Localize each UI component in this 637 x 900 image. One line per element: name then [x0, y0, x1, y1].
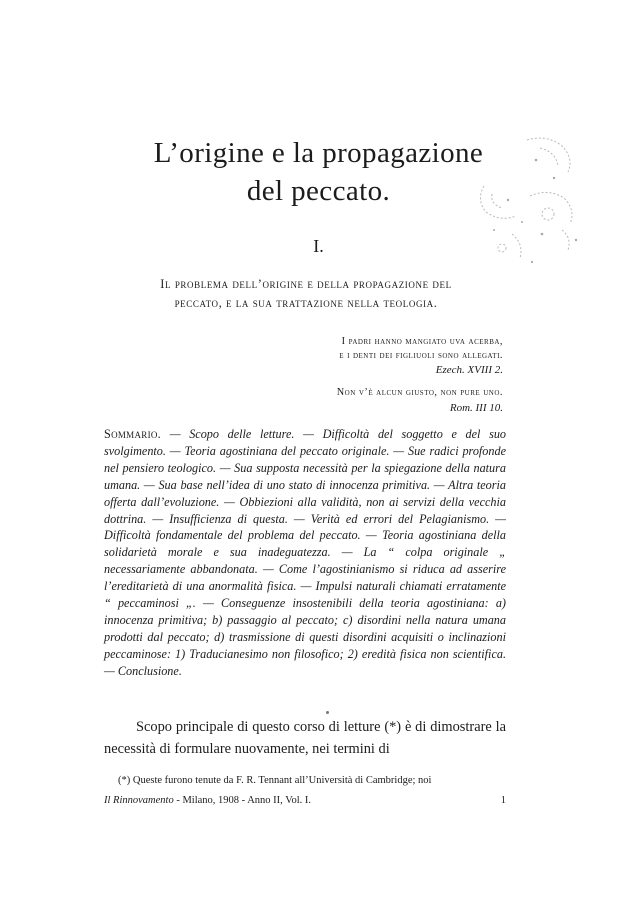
- subheading-line-1: Il problema dell’origine e della propagazione del: [160, 277, 452, 291]
- epigraph-1-reference: Ezech. XVIII 2.: [435, 364, 503, 376]
- footnote: (*) Queste furono tenute da F. R. Tennant all’Università di Cambridge; noi: [118, 775, 432, 786]
- body-paragraph: Scopo principale di questo corso di letture (*) è di dimostrare la necessità di formulare nuovamente, nei termini di: [104, 719, 506, 757]
- title-line-1: L’origine e la propagazione: [153, 137, 484, 169]
- epigraph-1-line-1: I padri hanno mangiato uva acerba,: [341, 336, 503, 347]
- speck-mark: [326, 711, 329, 714]
- section-subheading: [96, 275, 516, 313]
- epigraph-2-line-1: Non v’è alcun giusto, non pure uno.: [336, 387, 503, 398]
- summary-heading: Sommario.: [104, 427, 162, 441]
- epigraph-2-reference: Rom. III 10.: [449, 402, 503, 414]
- journal-details: - Milano, 1908 - Anno II, Vol. I.: [176, 795, 311, 806]
- title-line-2: del peccato.: [246, 175, 391, 207]
- summary-paragraph: [104, 426, 506, 680]
- epigraph-1-line-2: e i denti dei figliuoli sono allegati.: [339, 350, 503, 361]
- page-number: 1: [500, 795, 506, 806]
- journal-name: Il Rinnovamento: [104, 795, 174, 806]
- section-number: I.: [313, 236, 324, 256]
- page-footer: [104, 795, 506, 806]
- summary-text: — Scopo delle letture. — Difficoltà del soggetto e del suo svolgimento. — Teoria agostiniana del peccato originale. — Sue radici profonde nel pensiero teologico. — Sua supposta necessità per la spiegazione della natura umana. — Sua base nell’idea di uno stato di innocenza primitiva. — Altra teoria offerta dall’evoluzione. — Obbiezioni alla validità, non ai servizi della vecchia dottrina. — Insufficienza di questa. — Verità ed errori del Pelagianismo. — Difficoltà fondamentale del problema del peccato. — Teoria agostiniana della solidarietà morale e sua inadeguatezza. — La “ colpa originale „ necessariamente abbandonata. — Come l’agostinianismo si riduca ad asserire l’ereditarietà di una anormalità fisica. — Impulsi naturali chiamati erratamente “ peccaminosi „. — Conseguenze insostenibili della teoria agostiniana: a) innocenza primitiva; b) passaggio al peccato; c) disordini nella natura umana prodotti dal peccato; d) trasmissione di questi disordini acquisiti o inclinazioni peccaminose: 1) Traducianesimo non filosofico; 2) eredità fisica non scientifica. — Conclusione.: [104, 427, 507, 678]
- subheading-line-2: peccato, e la sua trattazione nella teologia.: [174, 296, 438, 310]
